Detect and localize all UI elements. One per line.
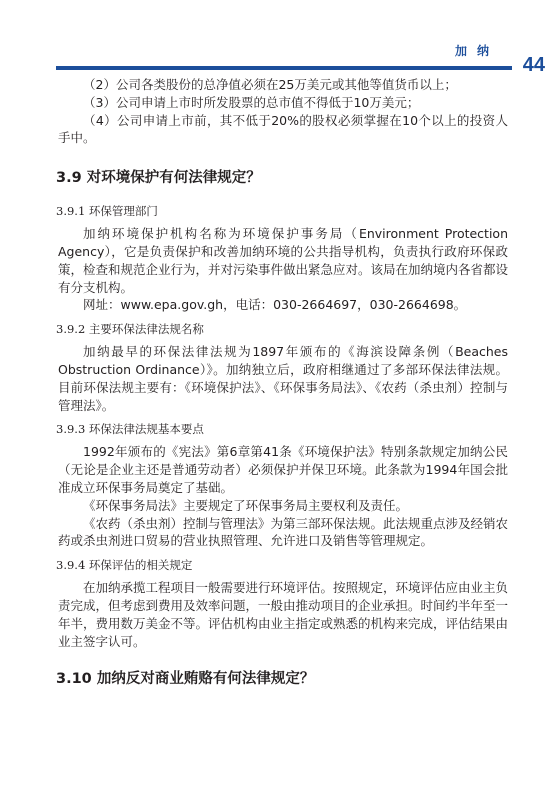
intro-item-4: （4）公司申请上市前，其不低于20%的股权必须掌握在10个以上的投资人手中。 (58, 112, 508, 146)
page-number: 44 (522, 54, 545, 76)
section-heading-3-9: 3.9 对环境保护有何法律规定？ (56, 170, 261, 187)
intro-item-2: （2）公司各类股份的总净值必须在25万美元或其他等值货币以上； (83, 77, 457, 92)
paragraph: 加纳最早的环保法律法规为1897年颁布的《海滨设障条例（Beaches Obstruction Ordinance）》。加纳独立后，政府相继通过了多部环保法律法规。目前环保法规主要有：《环境保护法》、《环保事务局法》、《农药（杀虫剂）控制与管理法》。 (58, 344, 508, 413)
header-rule (56, 66, 512, 70)
subsection-heading-3-9-2: 3.9.2 主要环保法律法规名称 (56, 322, 204, 337)
subsection-heading-3-9-4: 3.9.4 环保评估的相关规定 (56, 558, 193, 573)
paragraph: 《农药（杀虫剂）控制与管理法》为第三部环保法规。此法规重点涉及经销农药或杀虫剂进口贸易的营业执照管理、允许进口及销售等管理规定。 (58, 515, 509, 549)
running-header-country: 加纳 (454, 44, 499, 58)
intro-item-3: （3）公司申请上市时所发股票的总市值不得低于10万美元； (83, 94, 420, 110)
page-body (58, 76, 508, 704)
paragraph: 在加纳承揽工程项目一般需要进行环境评估。按照规定，环境评估应由业主负责完成，但考虑到费用及效率问题，一般由推动项目的企业承担。时间约半年至一年半，费用数万美金不等。评估机构由业主指定或熟悉的机构来完成，评估结果由业主签字认可。 (58, 580, 509, 649)
paragraph: 《环保事务局法》主要规定了环保事务局主要权利及责任。 (83, 497, 409, 513)
subsection-heading-3-9-3: 3.9.3 环保法律法规基本要点 (56, 422, 204, 437)
section-heading-3-10: 3.10 加纳反对商业贿赂有何法律规定？ (56, 671, 315, 688)
subsection-heading-3-9-1: 3.9.1 环保管理部门 (56, 204, 158, 219)
paragraph: 1992年颁布的《宪法》第6章第41条《环境保护法》特别条款规定加纳公民（无论是企业主还是普通劳动者）必须保护并保卫环境。此条款为1994年国会批准成立环保事务局奠定了基础。 (58, 444, 508, 495)
paragraph: 加纳环境保护机构名称为环境保护事务局（Environment Protection Agency），它是负责保护和改善加纳环境的公共指导机构，负责执行政府环保政策，检查和规范企业行为，并对污染事件做出紧急应对。该局在加纳境内各省都设有分支机构。 (58, 226, 509, 295)
contact-paragraph: 网址：www.epa.gov.gh，电话：030-2664697，030-2664698。 (83, 297, 467, 313)
